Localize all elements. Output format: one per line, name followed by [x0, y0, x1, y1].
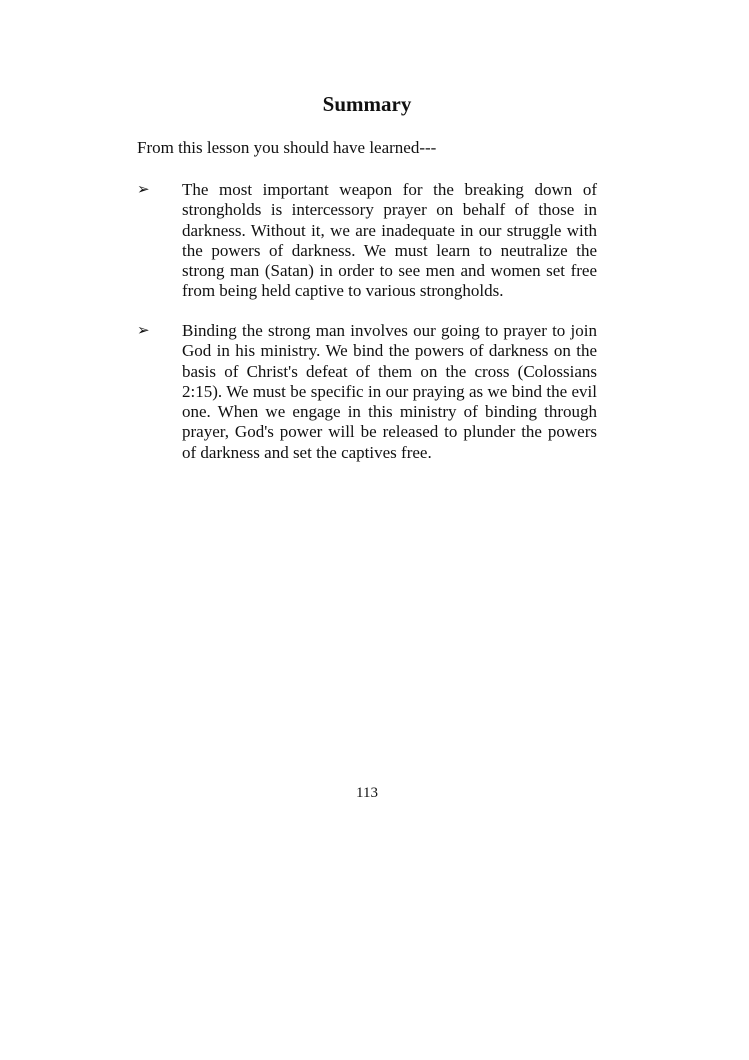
bullet-item — [137, 180, 597, 302]
bullet-item — [137, 321, 597, 463]
intro-text: From this lesson you should have learned--- — [137, 138, 437, 157]
bullet-text: Binding the strong man involves our going to prayer to join God in his ministry. We bind the powers of darkness on the basis of Christ's defeat of them on the cross (Colossians 2:15). We must be specific in our praying as we bind the evil one. When we engage in this ministry of binding through prayer, God's power will be released to plunder the powers of darkness and set the captives free. — [182, 321, 597, 462]
arrowhead-bullet-icon: ➢ — [137, 182, 150, 198]
arrowhead-bullet-icon: ➢ — [137, 323, 150, 339]
page-title: Summary — [322, 92, 412, 116]
bullet-text: The most important weapon for the breaking down of strongholds is intercessory prayer on behalf of those in darkness. Without it, we are inadequate in our struggle with the powers of darkness. We must learn to neutralize the strong man (Satan) in order to see men and women set free from being held captive to various strongholds. — [182, 180, 597, 301]
page-number: 113 — [356, 785, 378, 801]
